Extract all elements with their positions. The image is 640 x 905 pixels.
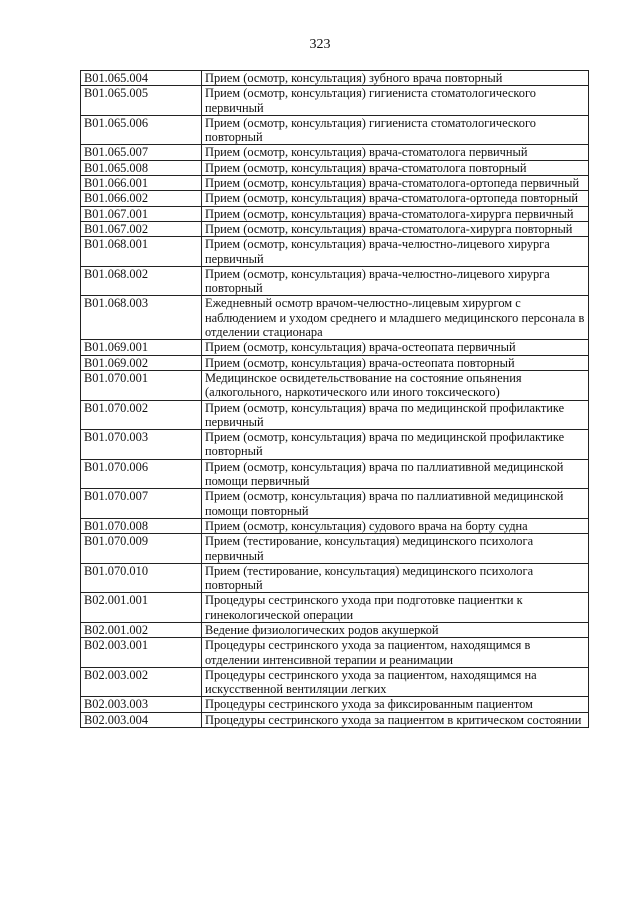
service-code: B02.003.001 [81,638,202,668]
service-description: Прием (осмотр, консультация) зубного врача повторный [202,71,589,86]
service-code: B01.069.001 [81,340,202,355]
table-row [81,266,589,296]
page-number: 323 [309,37,331,52]
service-description: Прием (осмотр, консультация) судового врача на борту судна [202,518,589,533]
table-row [81,115,589,145]
table-row [81,622,589,637]
service-description: Прием (осмотр, консультация) врача по медицинской профилактике первичный [202,400,589,430]
service-code: B01.070.003 [81,430,202,460]
table-row [81,71,589,86]
service-code: B01.065.007 [81,145,202,160]
service-description: Процедуры сестринского ухода за пациентом, находящимся в отделении интенсивной терапии и реанимации [202,638,589,668]
table-row [81,430,589,460]
table-row [81,667,589,697]
table-row [81,697,589,712]
table-row [81,145,589,160]
service-description: Прием (тестирование, консультация) медицинского психолога повторный [202,563,589,593]
service-description: Прием (осмотр, консультация) врача-стоматолога первичный [202,145,589,160]
service-description: Прием (осмотр, консультация) врача-стоматолога повторный [202,160,589,175]
table-row [81,340,589,355]
table-row [81,534,589,564]
service-code: B01.065.004 [81,71,202,86]
service-code: B01.068.002 [81,266,202,296]
service-code: B01.069.002 [81,355,202,370]
service-description: Процедуры сестринского ухода за пациентом, находящимся на искусственной вентиляции легких [202,667,589,697]
service-code: B01.065.005 [81,86,202,116]
table-row [81,459,589,489]
table-row [81,400,589,430]
table-row [81,86,589,116]
service-code: B01.065.008 [81,160,202,175]
service-description: Прием (осмотр, консультация) врача-остеопата первичный [202,340,589,355]
service-description: Прием (тестирование, консультация) медицинского психолога первичный [202,534,589,564]
service-description: Прием (осмотр, консультация) врача по паллиативной медицинской помощи первичный [202,459,589,489]
table-row [81,191,589,206]
service-code: B01.070.002 [81,400,202,430]
service-code: B02.003.002 [81,667,202,697]
service-code: B01.070.008 [81,518,202,533]
service-code: B01.066.001 [81,176,202,191]
service-code: B01.070.007 [81,489,202,519]
table-row [81,206,589,221]
service-description: Прием (осмотр, консультация) врача-стоматолога-хирурга повторный [202,221,589,236]
table-row [81,712,589,727]
service-description: Прием (осмотр, консультация) врача по медицинской профилактике повторный [202,430,589,460]
table-row [81,638,589,668]
table-row [81,593,589,623]
service-description: Прием (осмотр, консультация) гигиениста стоматологического первичный [202,86,589,116]
service-description: Прием (осмотр, консультация) врача-челюстно-лицевого хирурга первичный [202,237,589,267]
service-description: Медицинское освидетельствование на состояние опьянения (алкогольного, наркотического или иного токсического) [202,370,589,400]
table-row [81,355,589,370]
table-row [81,176,589,191]
service-description: Прием (осмотр, консультация) врача-стоматолога-ортопеда повторный [202,191,589,206]
service-code: B01.070.006 [81,459,202,489]
service-code: B01.070.010 [81,563,202,593]
service-code: B01.067.001 [81,206,202,221]
service-code: B01.068.003 [81,296,202,340]
service-code: B02.003.003 [81,697,202,712]
service-description: Прием (осмотр, консультация) врача-остеопата повторный [202,355,589,370]
table-row [81,296,589,340]
table-row [81,518,589,533]
service-description: Прием (осмотр, консультация) врача по паллиативной медицинской помощи повторный [202,489,589,519]
table-row [81,221,589,236]
service-code: B01.068.001 [81,237,202,267]
service-code: B01.065.006 [81,115,202,145]
service-code: B02.001.001 [81,593,202,623]
service-code: B01.070.009 [81,534,202,564]
service-description: Прием (осмотр, консультация) врача-стоматолога-ортопеда первичный [202,176,589,191]
service-description: Процедуры сестринского ухода за пациентом в критическом состоянии [202,712,589,727]
service-code: B01.070.001 [81,370,202,400]
table-row [81,563,589,593]
service-description: Ведение физиологических родов акушеркой [202,622,589,637]
service-description: Прием (осмотр, консультация) врача-челюстно-лицевого хирурга повторный [202,266,589,296]
service-description: Процедуры сестринского ухода за фиксированным пациентом [202,697,589,712]
service-description: Прием (осмотр, консультация) гигиениста стоматологического повторный [202,115,589,145]
service-description: Ежедневный осмотр врачом-челюстно-лицевым хирургом с наблюдением и уходом среднего и младшего медицинского персонала в отделении стационара [202,296,589,340]
service-code: B02.001.002 [81,622,202,637]
table-row [81,160,589,175]
table-row [81,370,589,400]
service-description: Процедуры сестринского ухода при подготовке пациентки к гинекологической операции [202,593,589,623]
service-code: B01.067.002 [81,221,202,236]
table-row [81,237,589,267]
service-description: Прием (осмотр, консультация) врача-стоматолога-хирурга первичный [202,206,589,221]
table-body [81,71,589,728]
medical-services-table [80,70,589,728]
service-code: B02.003.004 [81,712,202,727]
service-code: B01.066.002 [81,191,202,206]
table-row [81,489,589,519]
